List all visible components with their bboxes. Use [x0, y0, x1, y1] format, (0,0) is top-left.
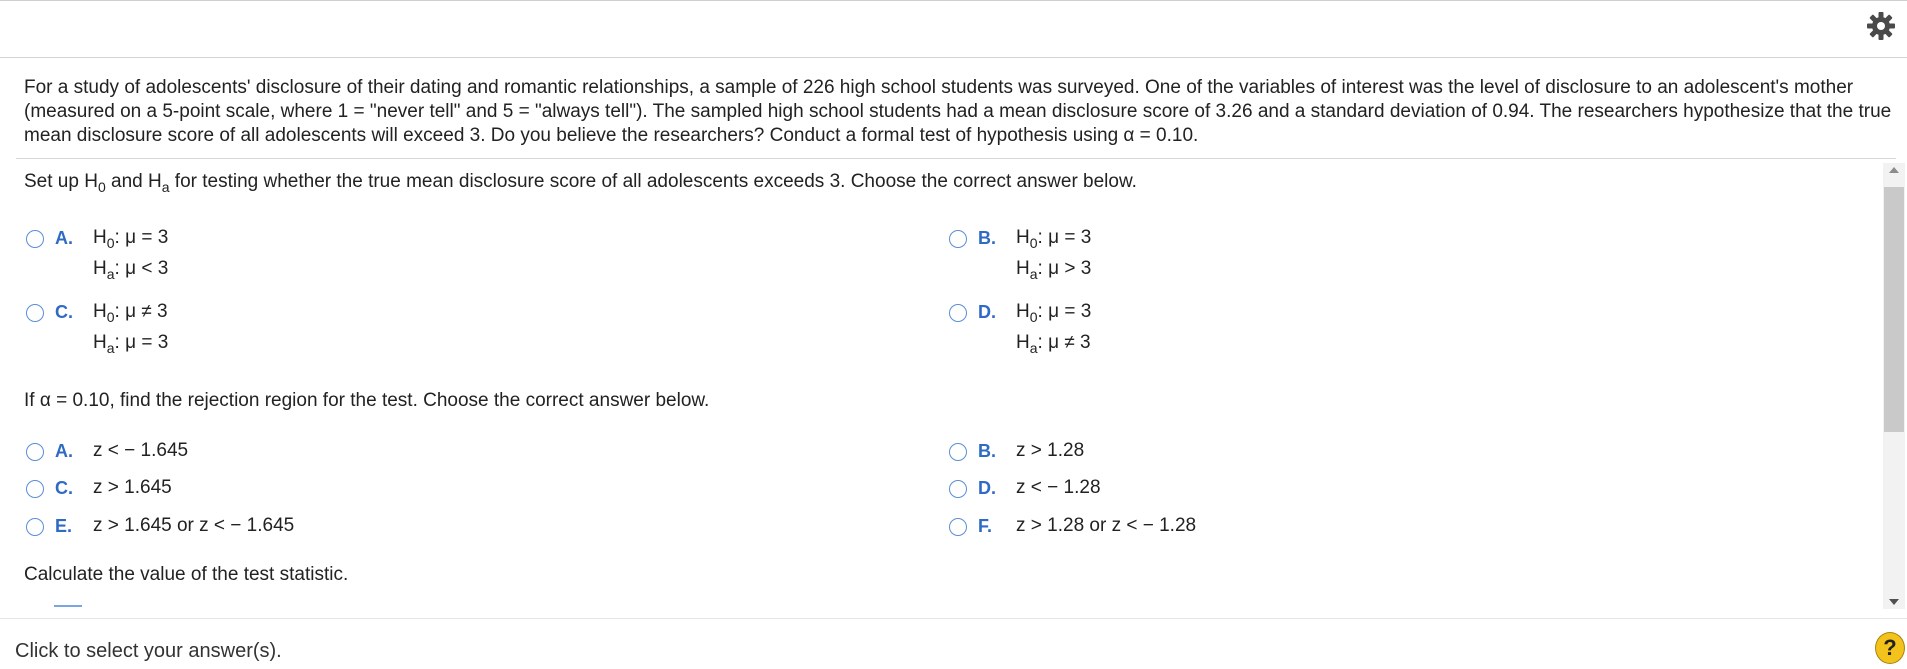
header-divider [0, 57, 1907, 58]
radio-button[interactable] [26, 304, 44, 322]
radio-button[interactable] [949, 304, 967, 322]
h0-statement: $H_0$: μ = 3 [93, 227, 169, 251]
ha-statement: $H_a$: μ > 3 [1016, 258, 1092, 282]
radio-button[interactable] [949, 480, 967, 498]
footer-divider [0, 618, 1907, 619]
answer-input-box[interactable] [54, 605, 82, 607]
status-text: Click to select your answer(s). [15, 640, 282, 662]
question-2-prompt: If α = 0.10, find the rejection region for the test. Choose the correct answer below. [24, 390, 710, 411]
h0-statement: $H_0$: μ ≠ 3 [93, 301, 168, 325]
radio-button[interactable] [949, 518, 967, 536]
question-1-prompt: Set up $H_0$ and $H_a$ for testing whether the true mean disclosure score of all adolescents exceeds 3. Choose the correct answer below. [24, 171, 1137, 195]
radio-button[interactable] [949, 443, 967, 461]
question-scroll-area[interactable]: Set up $H_0$ and $H_a$ for testing whether the true mean disclosure score of all adolescents exceeds 3. Choose the correct answer below. A. $H_0$: μ = 3 $H_a$: μ < 3 B. $H_0$: μ = 3 $H_a$: μ > 3 C. $H_0$: μ ≠ 3 $H_a$: μ = 3 D. $H_0$: μ = 3 $H_a$: μ ≠ 3 If α = 0.10, find the rejection region for the test. Choose the correct answer below. A. z < − 1.645 B. z > 1.28 C. z > 1.645 D. z < − 1.28 E. z > 1.645 or z < − 1.645 F. z > 1.28 or z < − 1.28 Calculate the value of the test statistic. [24, 171, 1197, 585]
ha-statement: $H_a$: μ = 3 [93, 332, 169, 356]
top-border [0, 0, 1907, 1]
scroll-up-arrow-icon[interactable] [1889, 167, 1899, 173]
help-icon[interactable]: ? [1875, 632, 1905, 664]
scrollbar-thumb[interactable] [1884, 187, 1904, 432]
ha-statement: $H_a$: μ < 3 [93, 258, 169, 282]
scroll-down-arrow-icon[interactable] [1889, 599, 1899, 605]
h0-statement: $H_0$: μ = 3 [1016, 227, 1092, 251]
radio-button[interactable] [26, 518, 44, 536]
vertical-scrollbar[interactable] [1883, 163, 1905, 609]
ha-statement: $H_a$: μ ≠ 3 [1016, 332, 1091, 356]
radio-button[interactable] [26, 480, 44, 498]
radio-button[interactable] [949, 230, 967, 248]
question-3-prompt: Calculate the value of the test statistic. [24, 564, 349, 585]
gear-icon[interactable] [1865, 10, 1897, 42]
radio-button[interactable] [26, 230, 44, 248]
problem-statement: For a study of adolescents' disclosure of their dating and romantic relationships, a sample of 226 high school students was surveyed. One of the variables of interest was the level of disclosure to an adolescent's mother (measured on a 5-point scale, where 1 = "never tell" and 5 = "always tell"). The sampled high school students had a mean disclosure score of 3.26 and a standard deviation of 0.94. The researchers hypothesize that the true mean disclosure score of all adolescents will exceed 3. Do you believe the researchers? Conduct a formal test of hypothesis using α = 0.10. [24, 77, 1892, 146]
radio-button[interactable] [26, 443, 44, 461]
h0-statement: $H_0$: μ = 3 [1016, 301, 1092, 325]
